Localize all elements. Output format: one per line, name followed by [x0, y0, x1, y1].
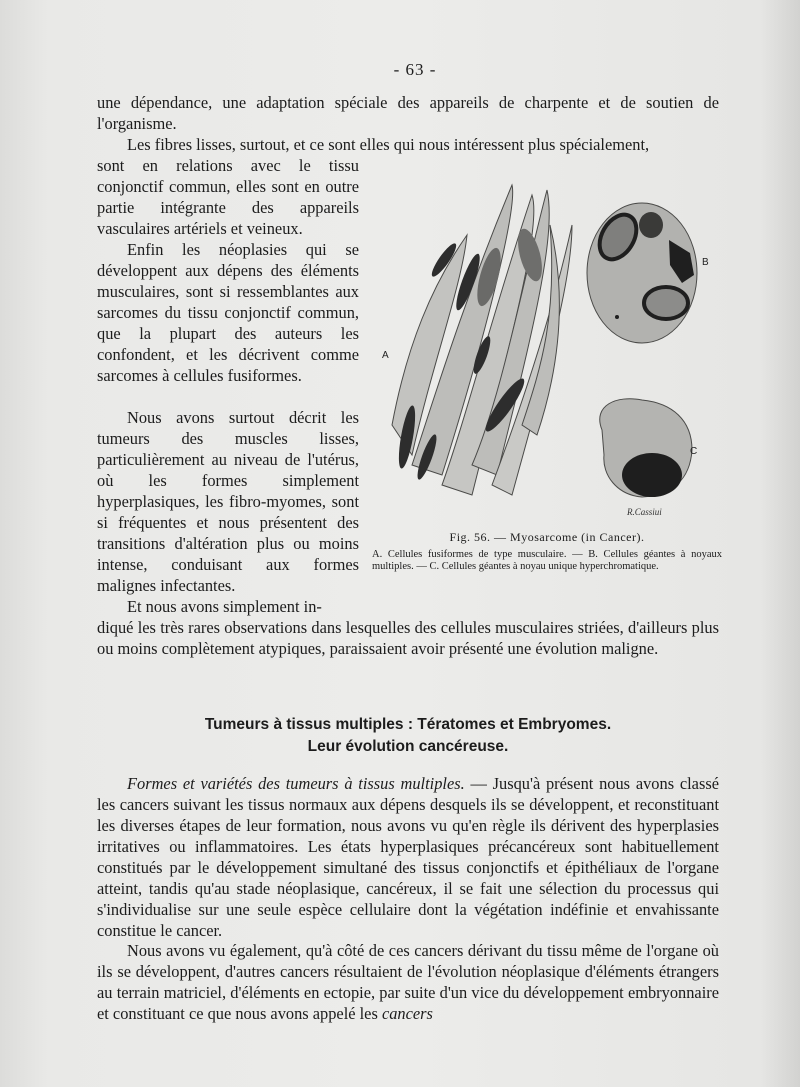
- giant-cell-hyperchromatic: [600, 399, 692, 497]
- paragraph-2-wrapped: sont en relations avec le tissu conjonctif commun, elles sont en outre partie intégrante des appareils vasculaires artériels et veineux.: [97, 156, 359, 238]
- myosarcoma-illustration: [372, 165, 722, 525]
- paragraph-6-body: — Jusqu'à présent nous avons classé les cancers suivant les tissus normaux aux dépens desquels ils se développent, et reconstituant les diverses étapes de leur formation, nous avons vu qu'en règle ils dérivent des hyperplasies irritatives ou inflammatoires. Les états hyperplasiques précancéreux sont habituellement constitués par le développement simultané des tissus conjonctifs et épithéliaux de l'organe atteint, tandis qu'au stade néoplasique, cancéreux, il se fait une sélection du processus qui s'individualise sur une seule espèce cellulaire dont la végétation indéfinie et envahissante constitue le cancer.: [97, 774, 719, 940]
- section-heading-line-2: Leur évolution cancéreuse.: [307, 738, 509, 755]
- paragraph-7-body: Nous avons vu également, qu'à côté de ces cancers dérivant du tissu même de l'organe où ils se développent, d'autres cancers résultaient de l'évolution néoplasique d'éléments étrangers au terrain matriciel, d'éléments en ectopie, par suite d'un vice du développement embryonnaire et constituant ce que nous avons appelé les: [97, 941, 719, 1023]
- figure-label-a: A: [382, 350, 389, 361]
- paragraph-3: Enfin les néoplasies qui se développent aux dépens des éléments musculaires, sont si ressemblantes aux sarcomes du tissu conjonctif commun, que la plupart des auteurs les confondent, et les décrivent comme sarcomes à cellules fusiformes.: [97, 240, 359, 385]
- section-heading-line-1: Tumeurs à tissus multiples : Tératomes et Embryomes.: [204, 716, 612, 733]
- spindle-cells-panel: [392, 185, 572, 495]
- figure-label-c: C: [690, 446, 698, 457]
- page-number: - 63 -: [393, 60, 437, 79]
- paragraph-2-first-line: Les fibres lisses, surtout, et ce sont elles qui nous intéressent plus spécialement,: [127, 135, 650, 154]
- figure-caption-body: A. Cellules fusiformes de type musculaire. — B. Cellules géantes à noyaux multiples. — C. Cellules géantes à noyau unique hyperchromatique.: [372, 549, 722, 572]
- figure-label-b: B: [702, 257, 709, 268]
- illustrator-signature: R.Cassiui: [627, 507, 662, 517]
- paragraph-5-continued: diqué les très rares observations dans lesquelles des cellules musculaires striées, d'ailleurs plus ou moins complètement atypiques, paraissaient avoir présenté une évolution maligne.: [97, 618, 719, 658]
- figure-caption-title: Fig. 56. — Myosarcome (in Cancer).: [449, 530, 645, 544]
- paragraph-4: Nous avons surtout décrit les tumeurs des muscles lisses, particulièrement au niveau de l'utérus, où les formes simplement hyperplasiques, les fibro-myomes, sont si fréquentes et nous présentent des transitions d'altération plus ou moins intense, conduisant aux formes malignes infectantes.: [97, 408, 359, 595]
- paragraph-1: une dépendance, une adaptation spéciale des appareils de charpente et de soutien de l'organisme.: [97, 93, 719, 133]
- paragraph-6: [97, 773, 719, 941]
- figure-myosarcoma: [372, 165, 722, 525]
- paragraph-7: [97, 940, 719, 1024]
- giant-cell-multinucleate: [587, 203, 697, 343]
- paragraph-5-first-line: Et nous avons simplement in-: [127, 597, 322, 616]
- paragraph-6-lead: Formes et variétés des tumeurs à tissus multiples.: [127, 774, 465, 793]
- paragraph-7-italic: cancers: [381, 1004, 433, 1023]
